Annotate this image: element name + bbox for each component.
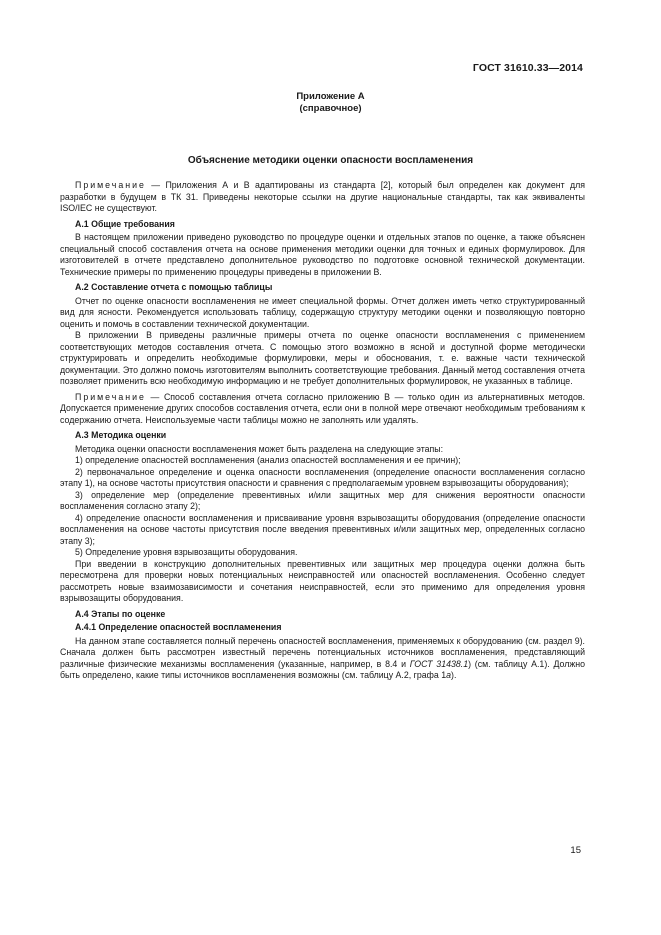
section-a3-closing: При введении в конструкцию дополнительных превентивных или защитных мер процедура оценки должна быть пересмотрена для проверки новых потенциальных неисправностей или опасностей воспламенения. Особенно следует рассмотреть новые взаимозависимости и сочетания неисправностей, если это применимо для определения уровня взрывозащиты оборудования. (60, 558, 585, 603)
document-body (60, 180, 585, 682)
step-1: 1) определение опасностей воспламенения (анализ опасностей воспламенения и ее причин); (75, 455, 461, 465)
column-subscript: а (446, 670, 452, 680)
section-a2-heading: А.2 Составление отчета с помощью таблицы (75, 282, 273, 292)
text-run: ) (см. таблицу А.1). Должно быть определено, какие типы источников воспламенения возможны (см. таблицу А.2, графа 1 (60, 658, 585, 680)
text-run: ). (451, 670, 457, 680)
section-a4-1-paragraph (60, 636, 585, 682)
page-number: 15 (570, 845, 581, 856)
annex-heading (0, 91, 661, 115)
step-4: 4) определение опасности воспламенения и присваивание уровня взрывозащиты оборудования (определение опасности воспламенения на основе частоты присутствия после введения превентивных и/или защитных мер, определенных согласно этапу 3); (60, 512, 585, 546)
note-text: — Способ составления отчета согласно приложению В — только один из альтернативных методов. Допускается применение других способов составления отчета, если они в полной мере отвечают необходимым требованиям к содержанию отчета. Неиспользуемые части таблицы можно не заполнять или удалять. (60, 391, 585, 425)
annex-title: Объяснение методики оценки опасности воспламенения (187, 155, 474, 166)
section-a2-paragraph-1: Отчет по оценке опасности воспламенения не имеет специальной формы. Отчет должен иметь четко структурированный вид для ясности. Рекомендуется использовать таблицу, содержащую структуру методики оценки и позволяющую повторно оценить и помочь в составлении технической документации. (60, 295, 585, 329)
step-2: 2) первоначальное определение и оценка опасности воспламенения (определение опасности воспламенения согласно этапу 1), на основе частоты присутствия опасности и сравнения с предполагаемым уровнем взрывозащиты оборудования); (60, 466, 585, 488)
standard-reference: ГОСТ 31438.1 (409, 658, 469, 669)
note-text: — Приложения А и В адаптированы из стандарта [2], который был определен как документ для разработки в будущем в ТК 31. Приведены некоторые ссылки на другие национальные стандарты, так как эквиваленты ISO/IEC не существуют. (60, 180, 585, 213)
section-a1-paragraph: В настоящем приложении приведено руководство по процедуре оценки и отдельных этапов по оценке, а также объяснен специальный способ составления отчета на основе применения методики оценки для точных и единых формулировок. Для изготовителей в отчете представлено дополнительное руководство по подготовке основной технической документации. Технические примеры по применению процедуры приведены в приложении В. (60, 232, 585, 277)
note-label: Примечание (75, 391, 146, 402)
note-label: Примечание (75, 180, 146, 190)
section-a4-1-heading: А.4.1 Определение опасностей воспламенения (75, 622, 282, 632)
section-a3-heading: А.3 Методика оценки (75, 430, 167, 440)
note-2 (60, 392, 585, 427)
step-3: 3) определение мер (определение превентивных и/или защитных мер для снижения вероятности опасности воспламенения согласно этапу 2); (60, 489, 585, 511)
section-a4-heading: А.4 Этапы по оценке (75, 608, 166, 619)
annex-kind: (справочное) (299, 103, 362, 114)
text-run: На данном этапе составляется полный перечень опасностей воспламенения, применяемых к оборудованию (см. раздел 9). Сначала должен быть рассмотрен известный перечень потенциальных источников воспламенения, представляющий различные физические механизмы воспламенения (указанные, например, в 8.4 и (60, 635, 585, 669)
annex-name: Приложение А (296, 91, 365, 102)
standard-code: ГОСТ 31610.33—2014 (472, 62, 583, 74)
step-5: 5) Определение уровня взрывозащиты оборудования. (75, 547, 298, 557)
section-a2-paragraph-2: В приложении В приведены различные примеры отчета по оценке опасности воспламенения с применением соответствующих методов составления отчета. С помощью этого возможно в ясной и доступной форме методически структурировать и определить необходимые формулировки, меры и обоснования, т. е. важные части технической документации. Это должно помочь изготовителям выполнить соответствующие требования. Данный метод составления отчета позволяет применить всю необходимую информацию и не требует дополнительных формулировок, не указанных в таблице. (60, 330, 585, 386)
note-1 (60, 180, 585, 215)
section-a1-heading: А.1 Общие требования (75, 218, 175, 229)
section-a3-intro: Методика оценки опасности воспламенения может быть разделена на следующие этапы: (75, 443, 444, 454)
